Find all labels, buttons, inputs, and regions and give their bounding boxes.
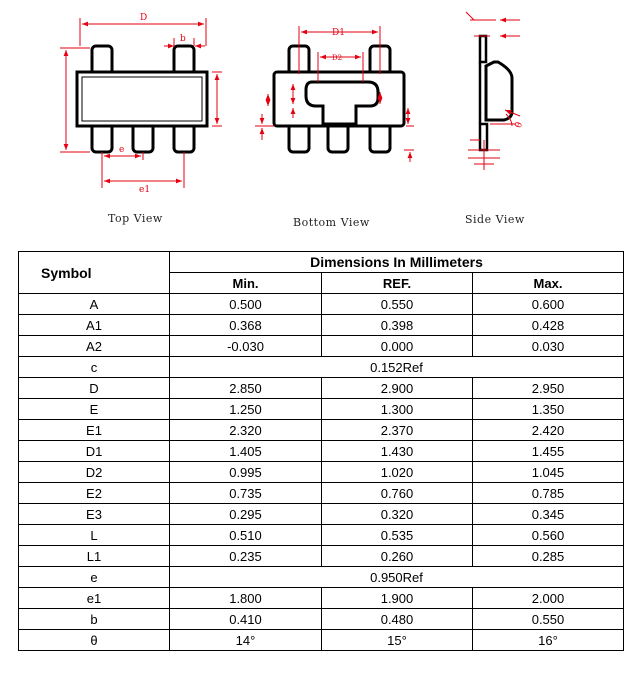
cell-min: 0.995 bbox=[170, 462, 322, 483]
bottom-view-caption: Bottom View bbox=[293, 216, 370, 229]
cell-min: 0.368 bbox=[170, 315, 322, 336]
cell-min: 2.850 bbox=[170, 378, 322, 399]
top-view-lead bbox=[92, 124, 112, 152]
cell-ref: 2.370 bbox=[322, 420, 473, 441]
cell-symbol: L1 bbox=[19, 546, 170, 567]
cell-symbol: D2 bbox=[19, 462, 170, 483]
cell-ref: 0.535 bbox=[322, 525, 473, 546]
cell-symbol: D1 bbox=[19, 441, 170, 462]
dim-label-D: D bbox=[140, 13, 148, 23]
group-header: Dimensions In Millimeters bbox=[170, 252, 624, 273]
table-row bbox=[19, 420, 624, 441]
cell-max: 0.560 bbox=[473, 525, 624, 546]
cell-min: 0.295 bbox=[170, 504, 322, 525]
table-row bbox=[19, 504, 624, 525]
col-header-min: Min. bbox=[170, 273, 322, 294]
bottom-view bbox=[255, 26, 414, 162]
cell-min: 0.510 bbox=[170, 525, 322, 546]
cell-symbol: A1 bbox=[19, 315, 170, 336]
cell-symbol: E2 bbox=[19, 483, 170, 504]
cell-max: 2.950 bbox=[473, 378, 624, 399]
cell-ref: 1.300 bbox=[322, 399, 473, 420]
table-row bbox=[19, 294, 624, 315]
cell-ref-span: 0.950Ref bbox=[170, 567, 624, 588]
table-row bbox=[19, 483, 624, 504]
dim-label-e: e bbox=[119, 145, 125, 155]
cell-ref: 0.320 bbox=[322, 504, 473, 525]
cell-max: 0.785 bbox=[473, 483, 624, 504]
cell-max: 2.420 bbox=[473, 420, 624, 441]
table-row bbox=[19, 588, 624, 609]
cell-min: 14° bbox=[170, 630, 322, 651]
cell-ref: 0.550 bbox=[322, 294, 473, 315]
cell-max: 16° bbox=[473, 630, 624, 651]
cell-symbol: θ bbox=[19, 630, 170, 651]
table-row bbox=[19, 525, 624, 546]
dim-label-D1: D1 bbox=[332, 28, 345, 38]
table-row bbox=[19, 315, 624, 336]
cell-ref: 0.398 bbox=[322, 315, 473, 336]
cell-symbol: e bbox=[19, 567, 170, 588]
bottom-view-lead bbox=[328, 124, 348, 152]
cell-ref: 1.900 bbox=[322, 588, 473, 609]
col-header-ref: REF. bbox=[322, 273, 473, 294]
col-header-max: Max. bbox=[473, 273, 624, 294]
symbol-header: Symbol bbox=[19, 252, 170, 294]
table-row bbox=[19, 378, 624, 399]
cell-symbol: e1 bbox=[19, 588, 170, 609]
cell-max: 2.000 bbox=[473, 588, 624, 609]
cell-min: 0.235 bbox=[170, 546, 322, 567]
top-view-body bbox=[77, 72, 207, 126]
cell-max: 1.045 bbox=[473, 462, 624, 483]
cell-ref: 0.480 bbox=[322, 609, 473, 630]
cell-max: 0.550 bbox=[473, 609, 624, 630]
cell-max: 1.455 bbox=[473, 441, 624, 462]
cell-ref-span: 0.152Ref bbox=[170, 357, 624, 378]
dim-label-b: b bbox=[180, 34, 186, 44]
cell-max: 0.030 bbox=[473, 336, 624, 357]
top-view bbox=[60, 13, 222, 195]
cell-min: 2.320 bbox=[170, 420, 322, 441]
cell-min: 1.800 bbox=[170, 588, 322, 609]
cell-ref: 2.900 bbox=[322, 378, 473, 399]
side-view-caption: Side View bbox=[465, 213, 525, 226]
cell-min: -0.030 bbox=[170, 336, 322, 357]
table-row bbox=[19, 546, 624, 567]
cell-min: 1.250 bbox=[170, 399, 322, 420]
table-row bbox=[19, 357, 624, 378]
table-row bbox=[19, 336, 624, 357]
dim-label-theta: θ bbox=[513, 120, 526, 130]
cell-max: 1.350 bbox=[473, 399, 624, 420]
cell-max: 0.600 bbox=[473, 294, 624, 315]
cell-symbol: D bbox=[19, 378, 170, 399]
dim-label-e1: e1 bbox=[139, 185, 151, 195]
table-row bbox=[19, 609, 624, 630]
cell-max: 0.285 bbox=[473, 546, 624, 567]
table-row bbox=[19, 567, 624, 588]
table-row bbox=[19, 630, 624, 651]
top-view-caption: Top View bbox=[108, 212, 163, 225]
dim-label-D2: D2 bbox=[332, 54, 343, 62]
cell-ref: 0.260 bbox=[322, 546, 473, 567]
dimensions-table bbox=[18, 251, 624, 651]
cell-symbol: A2 bbox=[19, 336, 170, 357]
cell-min: 1.405 bbox=[170, 441, 322, 462]
top-view-lead bbox=[92, 46, 112, 74]
cell-min: 0.735 bbox=[170, 483, 322, 504]
cell-symbol: E3 bbox=[19, 504, 170, 525]
bottom-view-lead bbox=[370, 124, 390, 152]
top-view-lead bbox=[133, 124, 153, 152]
cell-min: 0.500 bbox=[170, 294, 322, 315]
cell-ref: 0.000 bbox=[322, 336, 473, 357]
side-view bbox=[466, 12, 525, 170]
cell-ref: 1.430 bbox=[322, 441, 473, 462]
top-view-lead bbox=[174, 46, 194, 74]
cell-symbol: E1 bbox=[19, 420, 170, 441]
cell-symbol: b bbox=[19, 609, 170, 630]
top-view-lead bbox=[174, 124, 194, 152]
cell-ref: 0.760 bbox=[322, 483, 473, 504]
cell-ref: 1.020 bbox=[322, 462, 473, 483]
cell-symbol: L bbox=[19, 525, 170, 546]
table-row bbox=[19, 441, 624, 462]
cell-symbol: c bbox=[19, 357, 170, 378]
bottom-view-lead bbox=[289, 124, 309, 152]
cell-max: 0.345 bbox=[473, 504, 624, 525]
cell-min: 0.410 bbox=[170, 609, 322, 630]
cell-symbol: A bbox=[19, 294, 170, 315]
table-row bbox=[19, 399, 624, 420]
package-drawing bbox=[0, 0, 642, 240]
cell-ref: 15° bbox=[322, 630, 473, 651]
table-row bbox=[19, 462, 624, 483]
cell-max: 0.428 bbox=[473, 315, 624, 336]
cell-symbol: E bbox=[19, 399, 170, 420]
